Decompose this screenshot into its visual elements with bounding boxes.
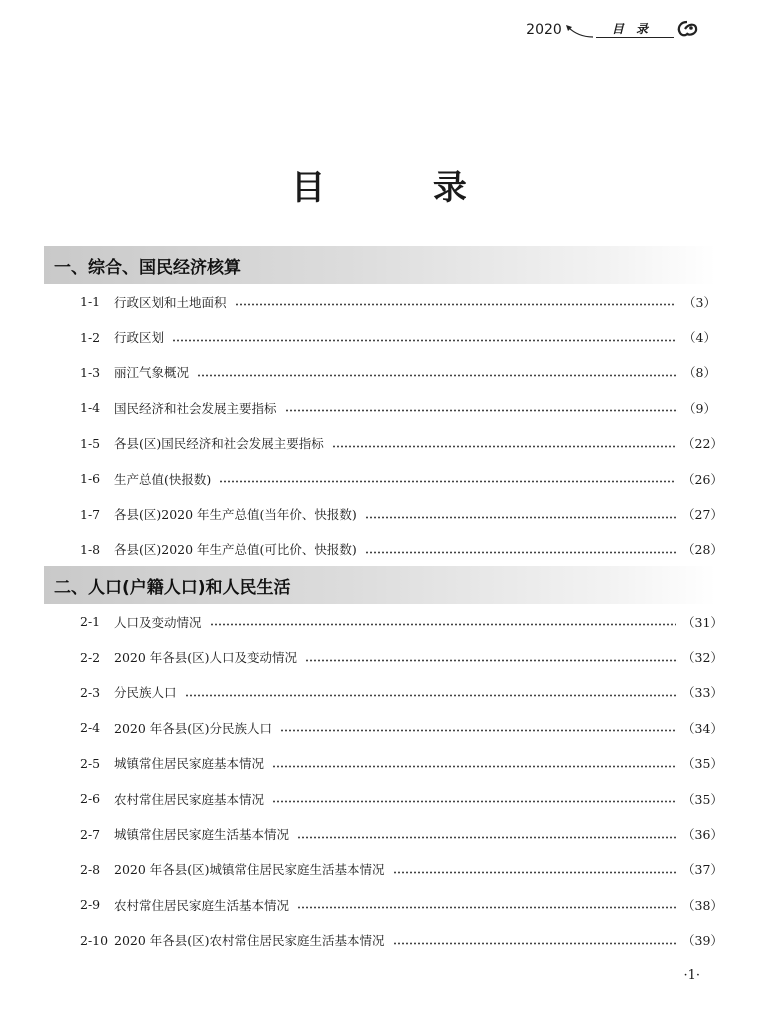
dot-leader [305, 659, 676, 662]
dot-leader [285, 409, 676, 412]
header-label: 目 录 [596, 22, 674, 38]
entry-number: 1-4 [80, 400, 101, 416]
entry-number: 1-3 [80, 364, 101, 380]
entry-page: （32） [682, 650, 723, 666]
toc-entry-list [44, 604, 723, 958]
entry-number: 2-6 [80, 791, 101, 807]
toc-entry[interactable] [44, 604, 723, 639]
entry-title: 2020 年各县(区)农村常住居民家庭生活基本情况 [114, 933, 385, 949]
toc-entry[interactable] [44, 710, 723, 745]
section-title: 一、综合、国民经济核算 [54, 257, 241, 278]
dot-leader [172, 339, 676, 342]
entry-title: 丽江气象概况 [114, 365, 190, 381]
dot-leader [393, 871, 676, 874]
dot-leader [235, 303, 676, 306]
dot-leader [272, 800, 676, 803]
entry-number: 2-8 [80, 861, 101, 877]
page-number: ·1· [683, 968, 700, 983]
toc-section-2 [44, 566, 723, 958]
entry-page: （22） [682, 436, 723, 452]
dot-leader [297, 906, 676, 909]
entry-number: 2-4 [80, 720, 101, 736]
entry-title: 行政区划 [114, 330, 165, 346]
entry-title: 2020 年各县(区)城镇常住居民家庭生活基本情况 [114, 862, 385, 878]
dot-leader [365, 551, 676, 554]
entry-number: 1-2 [80, 329, 101, 345]
entry-title: 各县(区)2020 年生产总值(当年价、快报数) [114, 507, 357, 523]
toc-entry[interactable] [44, 319, 716, 354]
entry-title: 各县(区)国民经济和社会发展主要指标 [114, 436, 324, 452]
entry-page: （38） [682, 897, 723, 913]
entry-number: 1-6 [80, 471, 101, 487]
entry-title: 城镇常住居民家庭基本情况 [114, 756, 265, 772]
yearbook-logo-icon [676, 20, 698, 38]
dot-leader [272, 765, 676, 768]
dot-leader [210, 623, 676, 626]
entry-title: 生产总值(快报数) [114, 471, 212, 487]
dot-leader [219, 480, 676, 483]
entry-page: （36） [682, 827, 723, 843]
entry-page: （26） [682, 471, 723, 487]
curved-arrow-icon [564, 24, 594, 38]
toc-entry[interactable] [44, 923, 723, 958]
toc-entry[interactable] [44, 816, 723, 851]
entry-page: （9） [683, 400, 716, 416]
dot-leader [197, 374, 676, 377]
entry-number: 2-10 [80, 932, 109, 948]
entry-number: 1-7 [80, 506, 101, 522]
toc-entry[interactable] [44, 746, 723, 781]
toc-entry[interactable] [44, 284, 716, 319]
entry-title: 农村常住居民家庭生活基本情况 [114, 897, 290, 913]
entry-title: 行政区划和土地面积 [114, 294, 227, 310]
entry-page: （39） [682, 933, 723, 949]
entry-number: 1-5 [80, 435, 101, 451]
dot-leader [297, 836, 676, 839]
entry-page: （34） [682, 720, 723, 736]
page-title: 目 录 [291, 168, 515, 208]
entry-number: 2-5 [80, 755, 101, 771]
toc-entry[interactable] [44, 461, 723, 496]
entry-number: 2-3 [80, 684, 101, 700]
toc-entry[interactable] [44, 887, 723, 922]
section-header-bar [44, 246, 716, 284]
toc-entry[interactable] [44, 639, 723, 674]
entry-number: 2-7 [80, 826, 101, 842]
entry-page: （33） [682, 685, 723, 701]
entry-title: 分民族人口 [114, 685, 177, 701]
dot-leader [393, 942, 676, 945]
toc-entry[interactable] [44, 496, 723, 531]
entry-page: （3） [683, 294, 716, 310]
entry-title: 2020 年各县(区)人口及变动情况 [114, 650, 298, 666]
section-title: 二、人口(户籍人口)和人民生活 [54, 577, 291, 598]
entry-title: 各县(区)2020 年生产总值(可比价、快报数) [114, 542, 357, 558]
entry-title: 国民经济和社会发展主要指标 [114, 400, 277, 416]
toc-entry[interactable] [44, 675, 723, 710]
entry-number: 2-1 [80, 614, 101, 630]
entry-page: （4） [683, 330, 716, 346]
toc-section-1 [44, 246, 723, 567]
entry-number: 1-8 [80, 541, 101, 557]
entry-title: 2020 年各县(区)分民族人口 [114, 720, 273, 736]
header-year: 2020 [526, 22, 562, 38]
entry-title: 人口及变动情况 [114, 614, 202, 630]
toc-entry[interactable] [44, 781, 723, 816]
entry-page: （28） [682, 542, 723, 558]
entry-page: （31） [682, 614, 723, 630]
entry-page: （35） [682, 756, 723, 772]
entry-title: 农村常住居民家庭基本情况 [114, 791, 265, 807]
entry-number: 1-1 [80, 294, 101, 310]
dot-leader [280, 729, 676, 732]
toc-entry[interactable] [44, 355, 716, 390]
toc-entry[interactable] [44, 426, 723, 461]
running-header [526, 20, 698, 38]
entry-title: 城镇常住居民家庭生活基本情况 [114, 827, 290, 843]
entry-number: 2-2 [80, 649, 101, 665]
toc-entry[interactable] [44, 390, 716, 425]
dot-leader [332, 445, 676, 448]
entry-number: 2-9 [80, 897, 101, 913]
section-header-bar [44, 566, 716, 604]
toc-entry[interactable] [44, 852, 723, 887]
toc-entry[interactable] [44, 532, 723, 567]
toc-entry-list [44, 284, 723, 567]
entry-page: （8） [683, 365, 716, 381]
dot-leader [365, 516, 676, 519]
entry-page: （35） [682, 791, 723, 807]
dot-leader [185, 694, 676, 697]
entry-page: （27） [682, 507, 723, 523]
entry-page: （37） [682, 862, 723, 878]
